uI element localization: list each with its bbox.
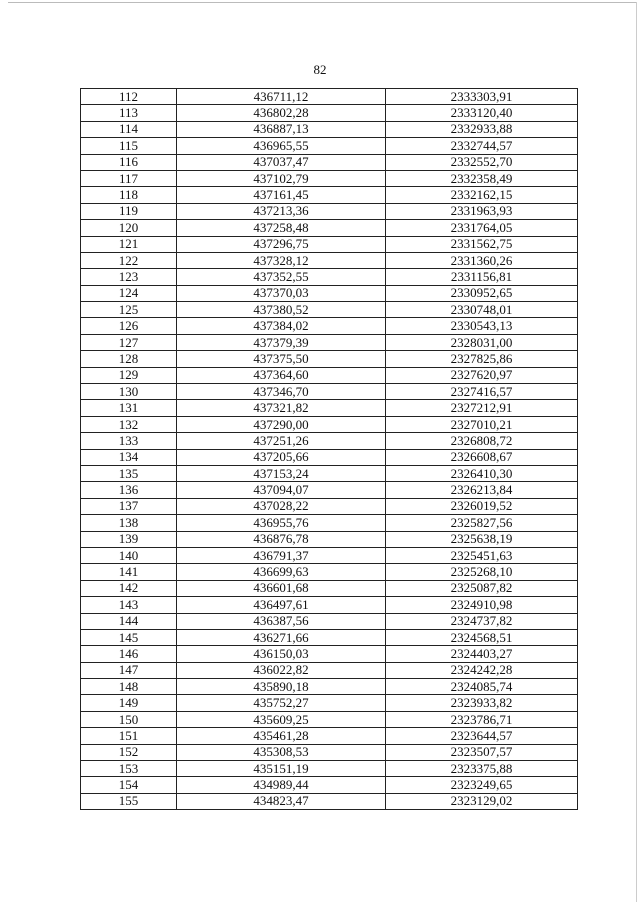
x-coordinate-cell: 437375,50 <box>177 351 386 367</box>
y-coordinate-cell: 2325638,19 <box>386 531 578 547</box>
point-number-cell: 134 <box>81 449 177 465</box>
y-coordinate-cell: 2326410,30 <box>386 465 578 481</box>
x-coordinate-cell: 436955,76 <box>177 515 386 531</box>
table-row <box>81 580 578 596</box>
point-number-cell: 154 <box>81 777 177 793</box>
y-coordinate-cell: 2324910,98 <box>386 597 578 613</box>
point-number-cell: 137 <box>81 498 177 514</box>
point-number-cell: 114 <box>81 121 177 137</box>
y-coordinate-cell: 2327212,91 <box>386 400 578 416</box>
table-row <box>81 252 578 268</box>
table-row <box>81 203 578 219</box>
table-row <box>81 220 578 236</box>
point-number-cell: 122 <box>81 252 177 268</box>
point-number-cell: 120 <box>81 220 177 236</box>
table-row <box>81 351 578 367</box>
table-row <box>81 728 578 744</box>
x-coordinate-cell: 437384,02 <box>177 318 386 334</box>
point-number-cell: 116 <box>81 154 177 170</box>
scan-right-edge <box>636 2 637 902</box>
y-coordinate-cell: 2327010,21 <box>386 416 578 432</box>
x-coordinate-cell: 436150,03 <box>177 646 386 662</box>
x-coordinate-cell: 437290,00 <box>177 416 386 432</box>
y-coordinate-cell: 2331764,05 <box>386 220 578 236</box>
table-row <box>81 711 578 727</box>
table-row <box>81 482 578 498</box>
point-number-cell: 113 <box>81 105 177 121</box>
table-row <box>81 662 578 678</box>
table-row <box>81 236 578 252</box>
table-row <box>81 318 578 334</box>
point-number-cell: 117 <box>81 170 177 186</box>
point-number-cell: 133 <box>81 433 177 449</box>
point-number-cell: 129 <box>81 367 177 383</box>
point-number-cell: 128 <box>81 351 177 367</box>
table-row <box>81 547 578 563</box>
y-coordinate-cell: 2325268,10 <box>386 564 578 580</box>
table-row <box>81 515 578 531</box>
x-coordinate-cell: 436887,13 <box>177 121 386 137</box>
table-row <box>81 416 578 432</box>
x-coordinate-cell: 437102,79 <box>177 170 386 186</box>
y-coordinate-cell: 2330952,65 <box>386 285 578 301</box>
y-coordinate-cell: 2325087,82 <box>386 580 578 596</box>
coordinates-table <box>80 88 578 810</box>
scan-top-edge <box>8 2 636 3</box>
x-coordinate-cell: 435609,25 <box>177 711 386 727</box>
y-coordinate-cell: 2326213,84 <box>386 482 578 498</box>
y-coordinate-cell: 2327620,97 <box>386 367 578 383</box>
y-coordinate-cell: 2333303,91 <box>386 89 578 105</box>
y-coordinate-cell: 2328031,00 <box>386 334 578 350</box>
x-coordinate-cell: 435752,27 <box>177 695 386 711</box>
point-number-cell: 150 <box>81 711 177 727</box>
y-coordinate-cell: 2332744,57 <box>386 138 578 154</box>
point-number-cell: 147 <box>81 662 177 678</box>
table-row <box>81 531 578 547</box>
table-row <box>81 695 578 711</box>
point-number-cell: 118 <box>81 187 177 203</box>
y-coordinate-cell: 2323249,65 <box>386 777 578 793</box>
table-row <box>81 154 578 170</box>
y-coordinate-cell: 2323375,88 <box>386 761 578 777</box>
y-coordinate-cell: 2323129,02 <box>386 793 578 809</box>
point-number-cell: 148 <box>81 679 177 695</box>
point-number-cell: 121 <box>81 236 177 252</box>
x-coordinate-cell: 437379,39 <box>177 334 386 350</box>
point-number-cell: 130 <box>81 384 177 400</box>
x-coordinate-cell: 436497,61 <box>177 597 386 613</box>
point-number-cell: 146 <box>81 646 177 662</box>
table-row <box>81 465 578 481</box>
x-coordinate-cell: 436965,55 <box>177 138 386 154</box>
point-number-cell: 151 <box>81 728 177 744</box>
point-number-cell: 132 <box>81 416 177 432</box>
point-number-cell: 144 <box>81 613 177 629</box>
y-coordinate-cell: 2331156,81 <box>386 269 578 285</box>
y-coordinate-cell: 2327825,86 <box>386 351 578 367</box>
x-coordinate-cell: 437328,12 <box>177 252 386 268</box>
y-coordinate-cell: 2332162,15 <box>386 187 578 203</box>
x-coordinate-cell: 437251,26 <box>177 433 386 449</box>
point-number-cell: 136 <box>81 482 177 498</box>
x-coordinate-cell: 434823,47 <box>177 793 386 809</box>
point-number-cell: 131 <box>81 400 177 416</box>
y-coordinate-cell: 2325451,63 <box>386 547 578 563</box>
table-row <box>81 744 578 760</box>
x-coordinate-cell: 436791,37 <box>177 547 386 563</box>
table-row <box>81 400 578 416</box>
table-row <box>81 269 578 285</box>
table-row <box>81 646 578 662</box>
point-number-cell: 143 <box>81 597 177 613</box>
y-coordinate-cell: 2332933,88 <box>386 121 578 137</box>
table-row <box>81 89 578 105</box>
y-coordinate-cell: 2323933,82 <box>386 695 578 711</box>
point-number-cell: 145 <box>81 629 177 645</box>
point-number-cell: 152 <box>81 744 177 760</box>
table-row <box>81 793 578 809</box>
point-number-cell: 139 <box>81 531 177 547</box>
y-coordinate-cell: 2331360,26 <box>386 252 578 268</box>
table-row <box>81 629 578 645</box>
y-coordinate-cell: 2324085,74 <box>386 679 578 695</box>
x-coordinate-cell: 435308,53 <box>177 744 386 760</box>
table-row <box>81 498 578 514</box>
x-coordinate-cell: 437037,47 <box>177 154 386 170</box>
table-row <box>81 679 578 695</box>
y-coordinate-cell: 2326808,72 <box>386 433 578 449</box>
y-coordinate-cell: 2331963,93 <box>386 203 578 219</box>
table-row <box>81 613 578 629</box>
table-row <box>81 334 578 350</box>
table-row <box>81 121 578 137</box>
y-coordinate-cell: 2323644,57 <box>386 728 578 744</box>
x-coordinate-cell: 437153,24 <box>177 465 386 481</box>
x-coordinate-cell: 437370,03 <box>177 285 386 301</box>
y-coordinate-cell: 2330748,01 <box>386 302 578 318</box>
x-coordinate-cell: 437094,07 <box>177 482 386 498</box>
y-coordinate-cell: 2330543,13 <box>386 318 578 334</box>
x-coordinate-cell: 435461,28 <box>177 728 386 744</box>
table-row <box>81 777 578 793</box>
table-row <box>81 449 578 465</box>
x-coordinate-cell: 437364,60 <box>177 367 386 383</box>
y-coordinate-cell: 2332358,49 <box>386 170 578 186</box>
y-coordinate-cell: 2323786,71 <box>386 711 578 727</box>
table-row <box>81 433 578 449</box>
y-coordinate-cell: 2331562,75 <box>386 236 578 252</box>
x-coordinate-cell: 437161,45 <box>177 187 386 203</box>
x-coordinate-cell: 436802,28 <box>177 105 386 121</box>
table-row <box>81 285 578 301</box>
x-coordinate-cell: 437205,66 <box>177 449 386 465</box>
table-row <box>81 105 578 121</box>
x-coordinate-cell: 437321,82 <box>177 400 386 416</box>
table-row <box>81 170 578 186</box>
point-number-cell: 112 <box>81 89 177 105</box>
point-number-cell: 138 <box>81 515 177 531</box>
y-coordinate-cell: 2327416,57 <box>386 384 578 400</box>
point-number-cell: 140 <box>81 547 177 563</box>
x-coordinate-cell: 437296,75 <box>177 236 386 252</box>
point-number-cell: 142 <box>81 580 177 596</box>
table-row <box>81 597 578 613</box>
x-coordinate-cell: 435890,18 <box>177 679 386 695</box>
x-coordinate-cell: 437258,48 <box>177 220 386 236</box>
table-row <box>81 138 578 154</box>
x-coordinate-cell: 437213,36 <box>177 203 386 219</box>
table-row <box>81 384 578 400</box>
y-coordinate-cell: 2333120,40 <box>386 105 578 121</box>
x-coordinate-cell: 436699,63 <box>177 564 386 580</box>
point-number-cell: 126 <box>81 318 177 334</box>
x-coordinate-cell: 437352,55 <box>177 269 386 285</box>
point-number-cell: 155 <box>81 793 177 809</box>
y-coordinate-cell: 2324403,27 <box>386 646 578 662</box>
x-coordinate-cell: 436387,56 <box>177 613 386 629</box>
x-coordinate-cell: 436876,78 <box>177 531 386 547</box>
x-coordinate-cell: 436271,66 <box>177 629 386 645</box>
point-number-cell: 123 <box>81 269 177 285</box>
y-coordinate-cell: 2332552,70 <box>386 154 578 170</box>
x-coordinate-cell: 437346,70 <box>177 384 386 400</box>
x-coordinate-cell: 437380,52 <box>177 302 386 318</box>
page-number: 82 <box>313 62 327 77</box>
point-number-cell: 125 <box>81 302 177 318</box>
y-coordinate-cell: 2325827,56 <box>386 515 578 531</box>
point-number-cell: 119 <box>81 203 177 219</box>
y-coordinate-cell: 2323507,57 <box>386 744 578 760</box>
y-coordinate-cell: 2326608,67 <box>386 449 578 465</box>
y-coordinate-cell: 2324242,28 <box>386 662 578 678</box>
point-number-cell: 135 <box>81 465 177 481</box>
table-row <box>81 761 578 777</box>
table-row <box>81 302 578 318</box>
x-coordinate-cell: 434989,44 <box>177 777 386 793</box>
x-coordinate-cell: 436711,12 <box>177 89 386 105</box>
x-coordinate-cell: 435151,19 <box>177 761 386 777</box>
x-coordinate-cell: 437028,22 <box>177 498 386 514</box>
x-coordinate-cell: 436601,68 <box>177 580 386 596</box>
x-coordinate-cell: 436022,82 <box>177 662 386 678</box>
y-coordinate-cell: 2324737,82 <box>386 613 578 629</box>
table-row <box>81 187 578 203</box>
point-number-cell: 124 <box>81 285 177 301</box>
y-coordinate-cell: 2324568,51 <box>386 629 578 645</box>
coordinates-table-body <box>81 89 578 810</box>
y-coordinate-cell: 2326019,52 <box>386 498 578 514</box>
point-number-cell: 153 <box>81 761 177 777</box>
point-number-cell: 149 <box>81 695 177 711</box>
point-number-cell: 127 <box>81 334 177 350</box>
point-number-cell: 141 <box>81 564 177 580</box>
point-number-cell: 115 <box>81 138 177 154</box>
table-row <box>81 564 578 580</box>
table-row <box>81 367 578 383</box>
